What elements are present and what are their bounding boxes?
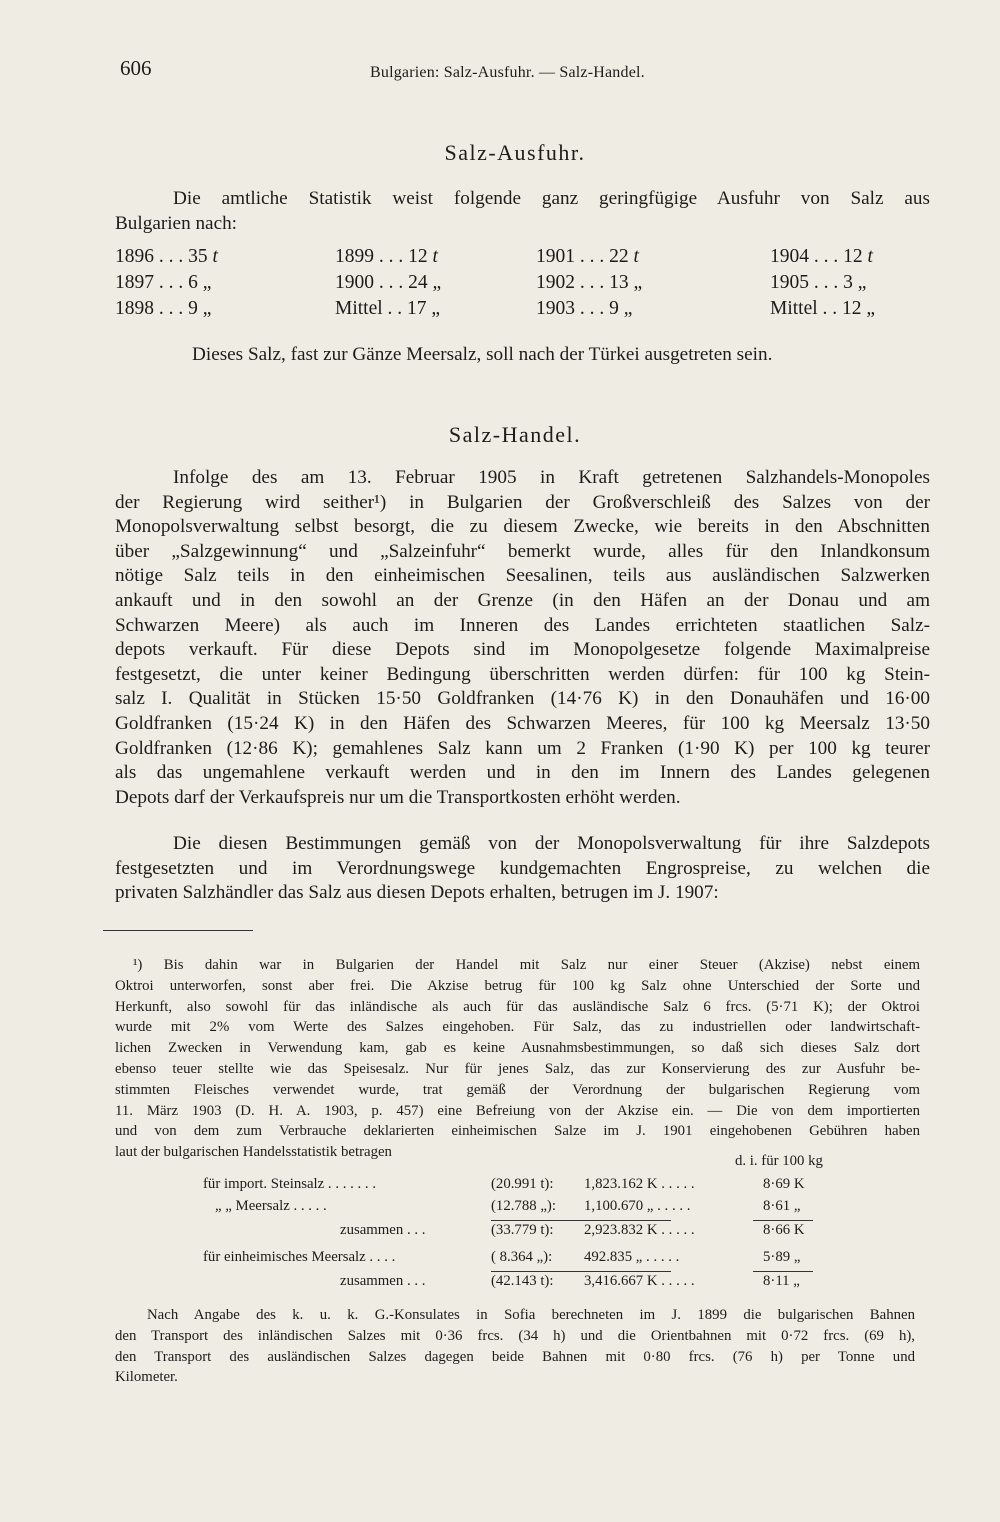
text-line: Monopolsverwaltung selbst besorgt, die zu diesem Zwecke, wie bereits in den Abschnitten [115, 516, 930, 538]
text-line: depots verkauft. Für diese Depots sind im Monopolgesetze folgende Maximalpreise [115, 639, 930, 661]
footnote-line: Kilometer. [115, 1369, 178, 1386]
footnote-separator [103, 930, 253, 931]
fee-label: für import. Steinsalz . . . . . . . [203, 1176, 377, 1192]
export-cell: 1900 . . . 24 „ [335, 272, 442, 293]
fee-label: zusammen . . . [340, 1273, 426, 1289]
trade-paragraph-1 [115, 466, 930, 810]
fee-label: für einheimisches Meersalz . . . . [203, 1249, 396, 1265]
export-cell: 1897 . . . 6 „ [115, 272, 212, 293]
export-intro [115, 187, 930, 236]
fee-qty: (42.143 t): [491, 1273, 554, 1289]
trade-paragraph-2 [115, 832, 930, 906]
export-cell: 1904 . . . 12 t [770, 246, 873, 267]
running-head: Bulgarien: Salz-Ausfuhr. — Salz-Handel. [370, 64, 645, 81]
section-title-export: Salz-Ausfuhr. [444, 140, 586, 165]
export-cell: 1896 . . . 35 t [115, 246, 218, 267]
export-cell: 1905 . . . 3 „ [770, 272, 867, 293]
fee-row [115, 1176, 915, 1198]
fee-amount: 492.835 „ . . . . . [584, 1249, 680, 1265]
text-line: Dieses Salz, fast zur Gänze Meersalz, soll nach der Türkei ausgetreten sein. [192, 344, 773, 365]
total-rule [491, 1271, 671, 1272]
fee-per100: 8·69 K [763, 1176, 805, 1192]
export-cell: 1903 . . . 9 „ [536, 298, 633, 319]
fee-label: zusammen . . . [340, 1222, 426, 1238]
export-cell: Mittel . . 17 „ [335, 298, 441, 319]
footnote-line: laut der bulgarischen Handelsstatistik betragen [115, 1144, 392, 1161]
section-title-trade: Salz-Handel. [448, 422, 582, 447]
total-rule [753, 1271, 813, 1272]
text-line: Goldfranken (15·24 K) in den Häfen des Schwarzen Meeres, für 100 kg Meersalz 13·50 [115, 712, 930, 734]
fee-table-header [115, 1153, 915, 1175]
export-cell: 1899 . . . 12 t [335, 246, 438, 267]
export-closing [115, 343, 930, 368]
fee-qty: (33.779 t): [491, 1222, 554, 1238]
fee-amount: 2,923.832 K . . . . . [584, 1222, 695, 1238]
footnote-line: 11. März 1903 (D. H. A. 1903, p. 457) eine Befreiung von der Akzise ein. — Die von dem importierten [115, 1102, 920, 1119]
footnote-continuation [115, 1305, 915, 1388]
text-line: ankauft und in den sowohl an der Grenze (in den Häfen an der Donau und am [115, 589, 930, 611]
fee-row-total [115, 1273, 915, 1295]
text-line: Schwarzen Meere) als auch im Inneren des Landes errichteten staatlichen Salz- [115, 614, 930, 636]
text-line: nötige Salz teils in den einheimischen Seesalinen, teils aus ausländischen Salzwerken [115, 565, 930, 587]
fee-amount: 1,100.670 „ . . . . . [584, 1198, 691, 1214]
footnote-line: lichen Zwecken in Verwendung kam, gab es keine Ausnahmsbestimmungen, so daß sich dieses Salz dort [115, 1040, 920, 1057]
text-line: Goldfranken (12·86 K); gemahlenes Salz kann um 2 Franken (1·90 K) per 100 kg teurer [115, 737, 930, 759]
text-line: der Regierung wird seither¹) in Bulgarien der Großverschleiß des Salzes von der [115, 491, 930, 513]
fee-per100: 5·89 „ [763, 1249, 801, 1265]
footnote-line: den Transport des ausländischen Salzes dagegen beide Bahnen mit 0·80 frcs. (76 h) per Tonne und [115, 1348, 915, 1365]
text-line: über „Salzgewinnung“ und „Salzeinfuhr“ bemerkt wurde, alles für den Inlandkonsum [115, 540, 930, 562]
fee-qty: ( 8.364 „): [491, 1249, 553, 1265]
text-line: Die diesen Bestimmungen gemäß von der Monopolsverwaltung für ihre Salzdepots [173, 833, 930, 854]
fee-row [115, 1198, 915, 1220]
footnote [115, 955, 920, 1163]
footnote-line: und von dem zum Verbrauche deklarierten einheimischen Salze im J. 1901 eingehobenen Gebühren haben [115, 1123, 920, 1140]
export-cell: 1901 . . . 22 t [536, 246, 639, 267]
footnote-line: Herkunft, also sowohl für das inländische als auch für das ausländische Salz 6 frcs. (5·71 K); der Oktroi [115, 998, 920, 1015]
footnote-line: stimmten Fleisches verwendet wurde, trat gemäß der Verordnung der bulgarischen Regierung vom [115, 1081, 920, 1098]
fee-per100: 8·61 „ [763, 1198, 801, 1214]
footnote-line: ¹) Bis dahin war in Bulgarien der Handel mit Salz nur einer Steuer (Akzise) nebst einem [133, 957, 920, 973]
footnote-line: Nach Angabe des k. u. k. G.-Konsulates in Sofia berechneten im J. 1899 die bulgarischen Bahnen [147, 1307, 915, 1323]
text-line: Bulgarien nach: [115, 212, 238, 234]
footnote-line: den Transport des inländischen Salzes mit 0·36 frcs. (34 h) und die Orientbahnen mit 0·72 frcs. (69 h), [115, 1327, 915, 1344]
text-line: privaten Salzhändler das Salz aus diesen Depots erhalten, betrugen im J. 1907: [115, 882, 719, 904]
page-number: 606 [120, 56, 152, 80]
fee-amount: 3,416.667 K . . . . . [584, 1273, 695, 1289]
text-line: Die amtliche Statistik weist folgende ganz geringfügige Ausfuhr von Salz aus [173, 188, 930, 209]
text-line: festgesetzt, die unter keiner Bedingung überschritten werden dürfen: für 100 kg Stein- [115, 663, 930, 685]
fee-qty: (12.788 „): [491, 1198, 556, 1214]
fee-label: „ „ Meersalz . . . . . [215, 1198, 327, 1214]
export-cell: 1902 . . . 13 „ [536, 272, 643, 293]
subtotal-rule [491, 1220, 671, 1221]
footnote-line: ebenso teuer stellte wie das Speisesalz. Nur für jenes Salz, das zur Konservierung des zur Ausfuhr be- [115, 1060, 920, 1077]
fee-row-subtotal [115, 1222, 915, 1244]
footnote-line: Oktroi unterworfen, sonst aber frei. Die Akzise betrug für 100 kg Salz ohne Unterschied der Sorte und [115, 977, 920, 994]
export-cell: Mittel . . 12 „ [770, 298, 876, 319]
text-line: Infolge des am 13. Februar 1905 in Kraft getretenen Salzhandels-Monopoles [173, 467, 930, 488]
fee-qty: (20.991 t): [491, 1176, 554, 1192]
subtotal-rule [753, 1220, 813, 1221]
fee-row [115, 1249, 915, 1271]
fee-per100: 8·11 „ [763, 1273, 800, 1289]
fee-per100: 8·66 K [763, 1222, 805, 1238]
text-line: salz I. Qualität in Stücken 15·50 Goldfranken (14·76 K) in den Donauhäfen und 16·00 [115, 688, 930, 710]
fee-header-label: d. i. für 100 kg [735, 1153, 823, 1169]
text-line: festgesetzten und im Verordnungswege kundgemachten Engrospreise, zu welchen die [115, 857, 930, 879]
export-cell: 1898 . . . 9 „ [115, 298, 212, 319]
footnote-line: wurde mit 2% vom Werte des Salzes eingehoben. Für Salz, das zu industriellen oder landwirtschaft- [115, 1019, 920, 1036]
fee-amount: 1,823.162 K . . . . . [584, 1176, 695, 1192]
text-line: Depots darf der Verkaufspreis nur um die Transportkosten erhöht werden. [115, 786, 681, 808]
text-line: als das ungemahlene verkauft werden und in den im Innern des Landes gelegenen [115, 762, 930, 784]
